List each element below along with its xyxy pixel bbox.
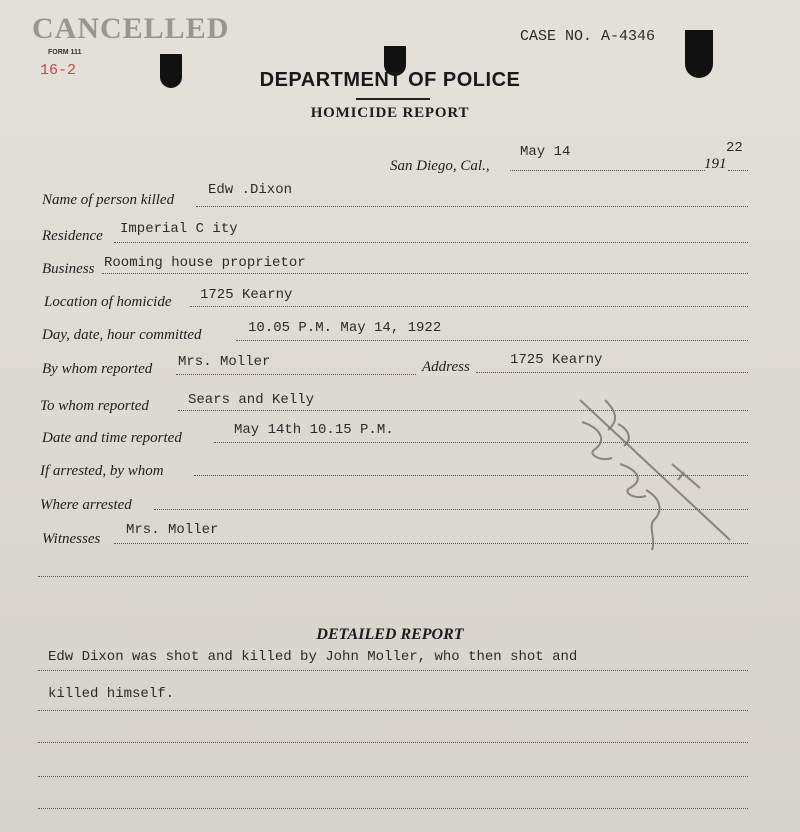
arrested-by-label: If arrested, by whom — [40, 463, 164, 479]
name-value: Edw .Dixon — [208, 182, 293, 198]
report-title: HOMICIDE REPORT — [310, 105, 470, 121]
address-line — [476, 372, 748, 373]
name-line — [196, 206, 748, 207]
committed-value: 10.05 P.M. May 14, 1922 — [248, 320, 442, 336]
detail-rule-2 — [38, 710, 748, 711]
pencil-annotation — [560, 380, 760, 560]
case-number: CASE NO. A-4346 — [520, 28, 656, 45]
reported-to-value: Sears and Kelly — [188, 392, 315, 408]
detail-rule-3 — [38, 742, 748, 743]
address-value: 1725 Kearny — [510, 352, 603, 368]
department-heading: DEPARTMENT OF POLICE — [259, 69, 521, 91]
where-arrested-label: Where arrested — [40, 497, 132, 513]
detail-rule-5 — [38, 808, 748, 809]
business-line — [102, 273, 748, 274]
residence-value: Imperial C ity — [120, 221, 238, 237]
cancelled-stamp: CANCELLED — [32, 12, 230, 45]
reported-by-line — [176, 374, 416, 375]
committed-label: Day, date, hour committed — [42, 327, 202, 343]
location-line — [190, 306, 748, 307]
date-line — [510, 170, 705, 171]
heading-rule — [356, 98, 430, 100]
committed-line — [236, 340, 748, 341]
address-label: Address — [422, 359, 470, 375]
date-reported-value: May 14th 10.15 P.M. — [234, 422, 394, 438]
form-number: FORM 111 — [48, 49, 82, 56]
residence-label: Residence — [42, 228, 103, 244]
punch-hole-left — [160, 54, 182, 88]
residence-line — [114, 242, 748, 243]
location-value: 1725 Kearny — [200, 287, 293, 303]
detailed-report-title: DETAILED REPORT — [316, 626, 464, 643]
detail-rule-4 — [38, 776, 748, 777]
witnesses-value: Mrs. Moller — [126, 522, 219, 538]
date-year-suffix: 22 — [726, 140, 743, 156]
detail-rule-1 — [38, 670, 748, 671]
reported-by-value: Mrs. Moller — [178, 354, 271, 370]
year-line — [728, 170, 748, 171]
witnesses-label: Witnesses — [42, 531, 101, 547]
reported-by-label: By whom reported — [42, 361, 153, 377]
business-label: Business — [42, 261, 95, 277]
detail-line-2: killed himself. — [48, 686, 175, 702]
reported-to-label: To whom reported — [40, 398, 149, 414]
form-code: 16-2 — [40, 62, 77, 79]
name-label: Name of person killed — [42, 192, 175, 208]
business-value: Rooming house proprietor — [104, 255, 306, 271]
punch-hole-right — [685, 30, 713, 78]
city-label: San Diego, Cal., — [390, 158, 490, 174]
detail-line-1: Edw Dixon was shot and killed by John Moller, who then shot and — [48, 649, 578, 665]
date-reported-label: Date and time reported — [42, 430, 182, 446]
date-day-value: May 14 — [520, 144, 571, 160]
location-label: Location of homicide — [44, 294, 172, 310]
date-year-prefix: 191 — [704, 156, 727, 172]
blank-line — [38, 576, 748, 577]
